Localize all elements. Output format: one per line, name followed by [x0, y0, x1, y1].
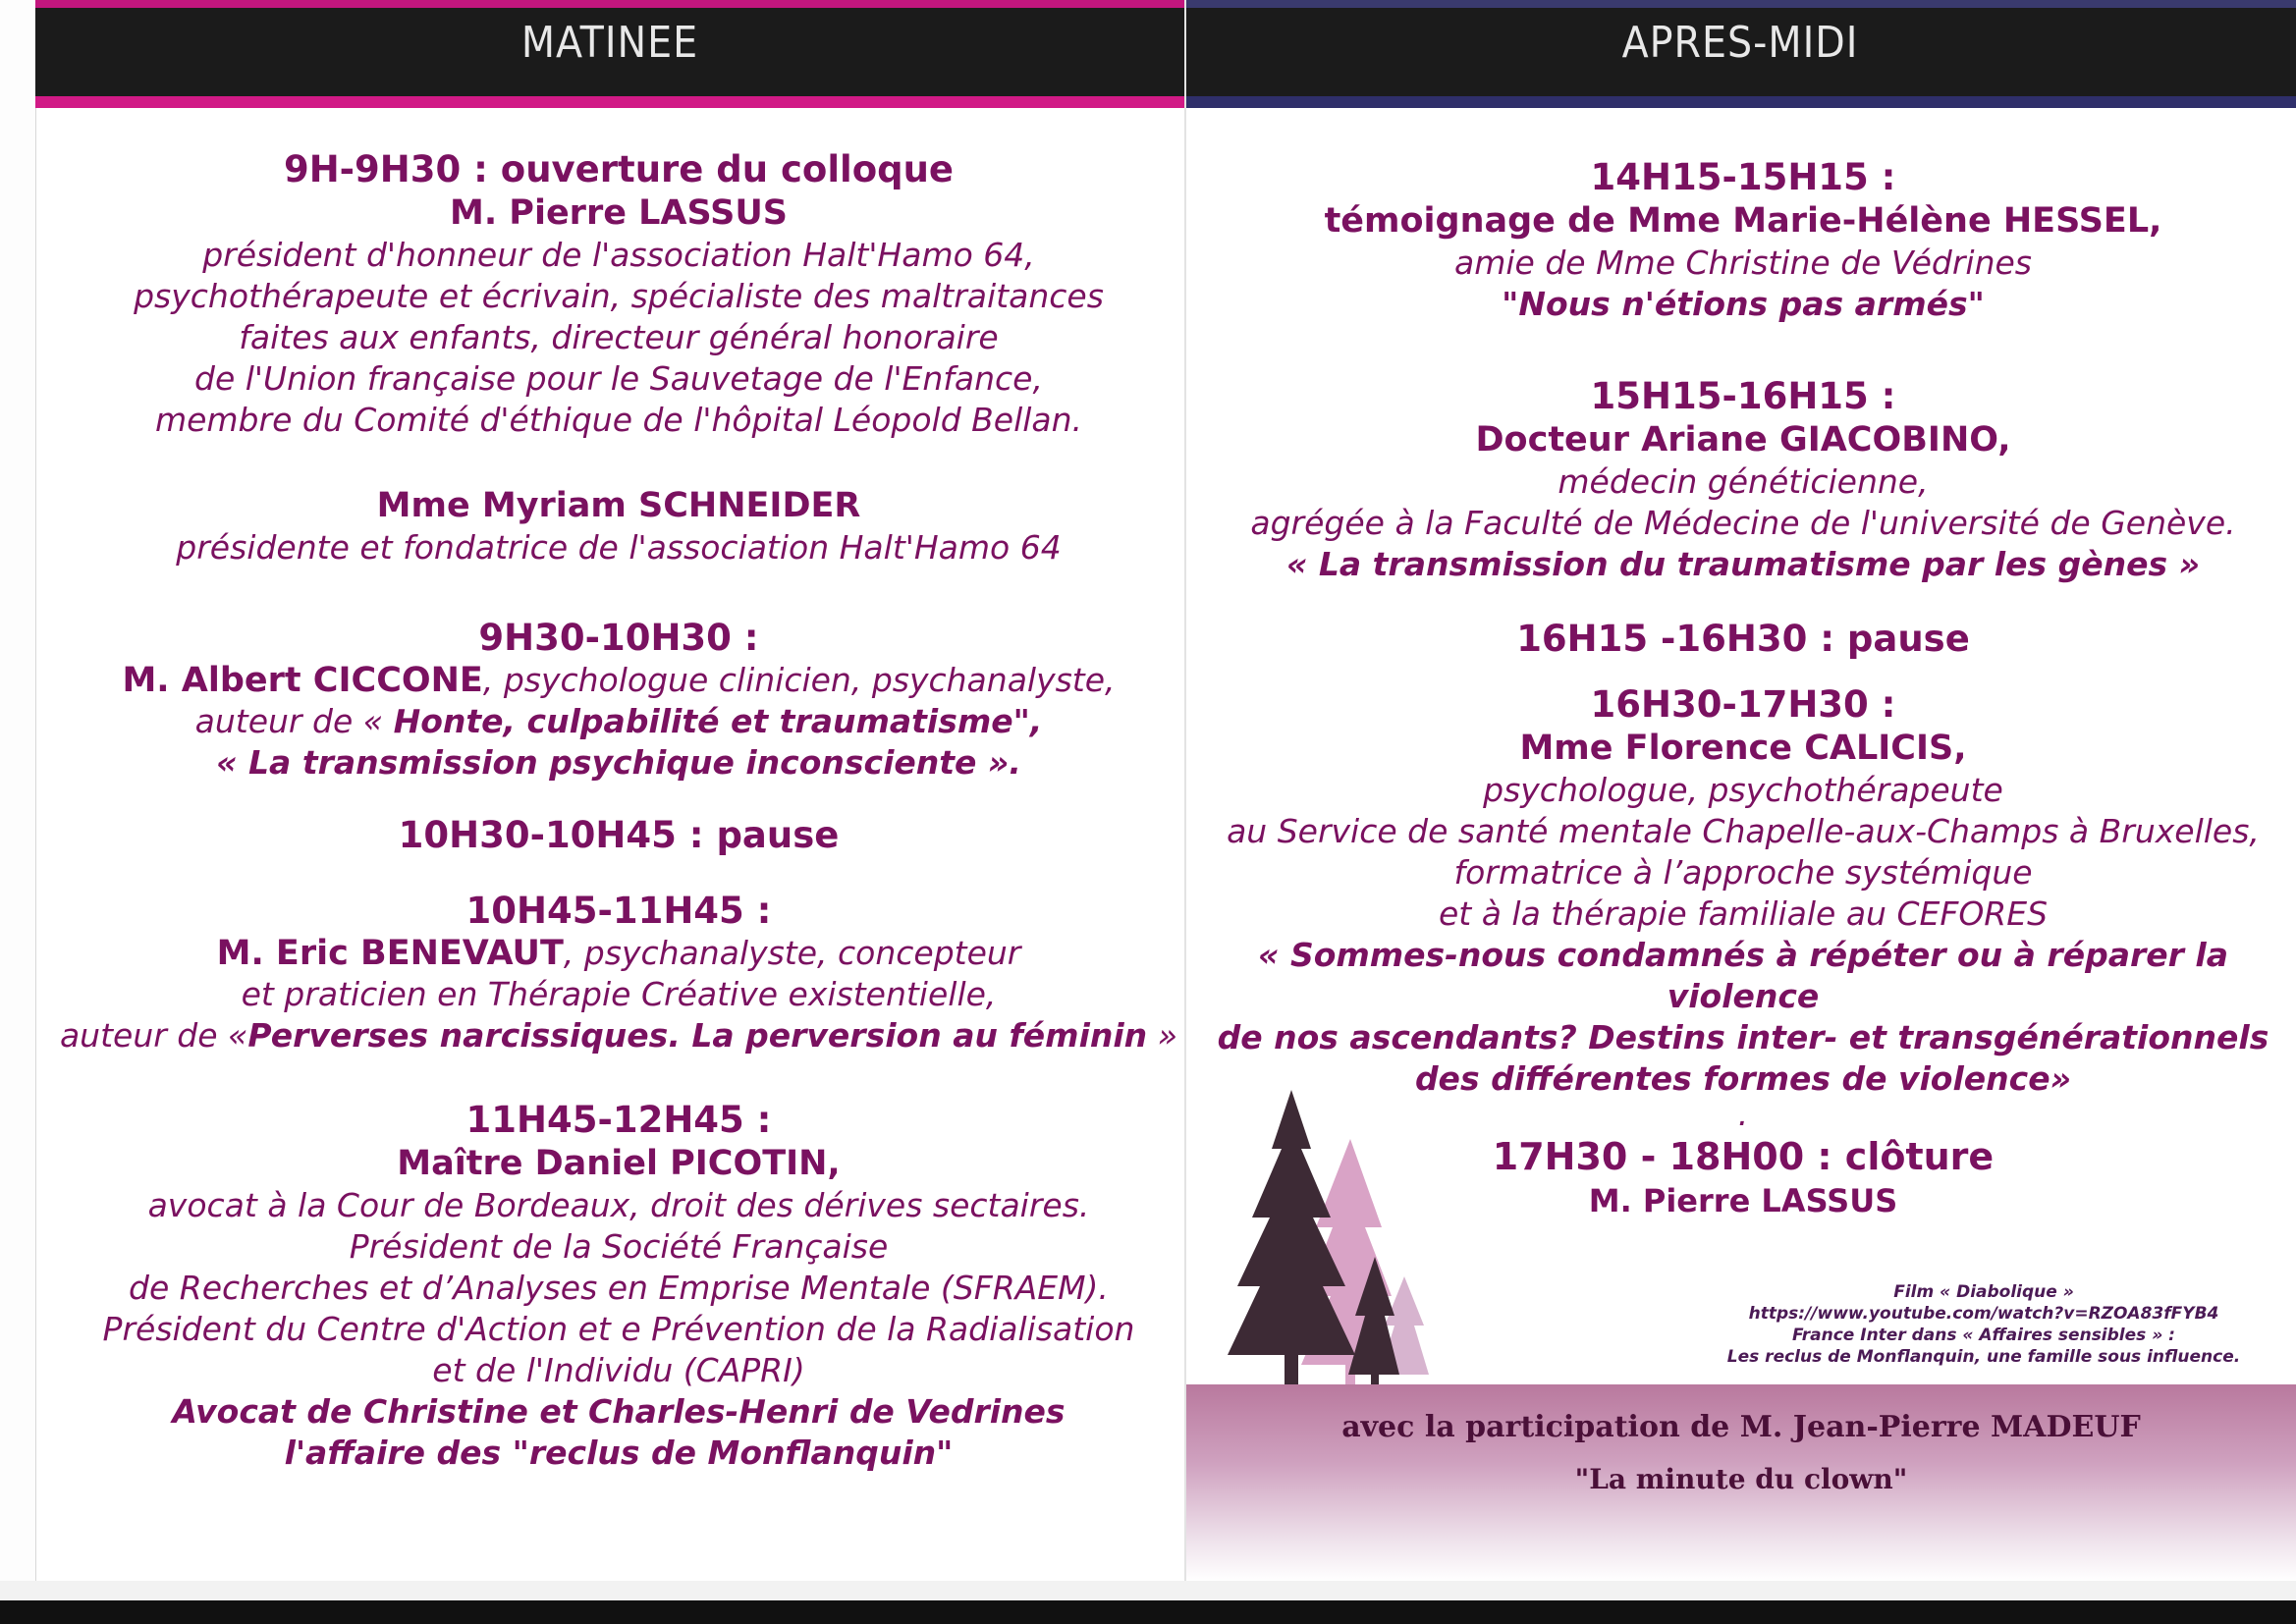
speaker-desc: président d'honneur de l'association Halt'Hamo 64,	[202, 236, 1035, 274]
speaker-desc: au Service de santé mentale Chapelle-aux-Champs à Bruxelles,	[1227, 812, 2260, 850]
talk-title: "Nous n'étions pas armés"	[1502, 285, 1985, 323]
speaker-desc: de l'Union française pour le Sauvetage de l'Enfance,	[194, 359, 1043, 398]
trees-illustration	[1223, 1080, 1439, 1394]
session-pause	[59, 813, 1178, 857]
matinee-column	[59, 147, 1178, 1519]
speaker-name: Maître Daniel PICOTIN,	[397, 1144, 841, 1183]
session-benevaut	[59, 889, 1178, 1056]
speaker-name: Docteur Ariane GIACOBINO,	[1475, 420, 2011, 460]
session-time: 10H45-11H45 :	[465, 890, 772, 932]
speaker-desc	[59, 701, 1178, 742]
speaker-desc: membre du Comité d'éthique de l'hôpital Léopold Bellan.	[154, 401, 1083, 439]
speaker-desc: Président du Centre d'Action et e Prévention de la Radialisation	[102, 1310, 1135, 1348]
speaker-desc: et de l'Individu (CAPRI)	[432, 1351, 805, 1389]
session-giacobino	[1208, 374, 2278, 585]
book-title: « La transmission psychique inconsciente ».	[216, 743, 1021, 782]
speaker-name: M. Albert CICCONE	[122, 661, 483, 700]
book-title: Perverses narcissiques. La perversion au féminin	[247, 1016, 1148, 1055]
book-suffix: »	[1147, 1016, 1178, 1055]
speaker-desc: et à la thérapie familiale au CEFORES	[1438, 894, 2049, 933]
radio-show: France Inter dans « Affaires sensibles » :	[1792, 1326, 2175, 1345]
speaker-desc: l'affaire des "reclus de Monflanquin"	[284, 1434, 954, 1472]
speaker-desc: faites aux enfants, directeur général honoraire	[239, 318, 999, 356]
page-edge	[0, 0, 36, 1624]
session-time: 17H30 - 18H00 : clôture	[1492, 1135, 1995, 1178]
speaker-desc: avocat à la Cour de Bordeaux, droit des dérives sectaires.	[147, 1186, 1090, 1224]
session-calicis	[1208, 682, 2278, 1133]
page-fold	[1184, 0, 1186, 1591]
separator-dot: .	[1737, 1095, 1749, 1133]
speaker-desc: psychologue, psychothérapeute	[1483, 771, 2003, 809]
talk-title: de nos ascendants? Destins inter- et transgénérationnels	[1217, 1018, 2269, 1056]
banner-participation: avec la participation de M. Jean-Pierre MADEUF	[1341, 1410, 2141, 1444]
session-time: 9H30-10H30 :	[478, 617, 759, 659]
book-prefix: auteur de «	[59, 1016, 248, 1055]
film-link[interactable]: https://www.youtube.com/watch?v=RZOA83fFYB4	[1748, 1304, 2219, 1324]
talk-title: des différentes formes de violence»	[1414, 1059, 2072, 1098]
session-time: 10H30-10H45 : pause	[398, 814, 840, 856]
header-bottom-stripe	[35, 96, 1184, 108]
header-apresmidi	[1184, 0, 2296, 108]
session-time: 15H15-16H15 :	[1590, 375, 1896, 417]
header-bottom-stripe	[1184, 96, 2296, 108]
speaker-desc: agrégée à la Faculté de Médecine de l'université de Genève.	[1250, 504, 2236, 542]
session-picotin	[59, 1098, 1178, 1474]
session-pause	[1208, 617, 2278, 661]
speaker-name: M. Pierre LASSUS	[449, 193, 788, 233]
speaker-desc: amie de Mme Christine de Védrines	[1454, 244, 2032, 282]
speaker-desc: Avocat de Christine et Charles-Henri de Vedrines	[172, 1392, 1066, 1431]
speaker-name: Mme Myriam SCHNEIDER	[376, 486, 861, 525]
book-title: Honte, culpabilité et traumatisme",	[393, 702, 1043, 740]
speaker-name: M. Eric BENEVAUT	[216, 934, 564, 973]
session-schneider	[59, 484, 1178, 568]
speaker-desc: et praticien en Thérapie Créative existentielle,	[241, 975, 997, 1013]
film-title: Film « Diabolique »	[1893, 1282, 2074, 1302]
talk-title: « La transmission du traumatisme par les gènes »	[1285, 545, 2201, 583]
speaker-desc: médecin généticienne,	[1558, 462, 1929, 501]
session-time: 16H30-17H30 :	[1590, 683, 1896, 726]
session-time: 16H15 -16H30 : pause	[1516, 618, 1970, 660]
speaker-desc	[59, 1015, 1178, 1056]
header-top-stripe	[35, 0, 1184, 8]
speaker-role: , psychanalyste, concepteur	[563, 934, 1021, 972]
session-opening	[59, 147, 1178, 441]
radio-episode: Les reclus de Monflanquin, une famille sous influence.	[1726, 1347, 2241, 1367]
speaker-desc: de Recherches et d’Analyses en Emprise Mentale (SFRAEM).	[129, 1269, 1109, 1307]
session-time: 9H-9H30 : ouverture du colloque	[283, 148, 955, 190]
speaker-desc: formatrice à l’approche systémique	[1453, 853, 2033, 892]
header-title-matinee: MATINEE	[520, 18, 699, 68]
banner-subtitle: "La minute du clown"	[1574, 1463, 1908, 1495]
session-hessel	[1208, 155, 2278, 325]
film-credits	[1709, 1281, 2259, 1368]
header-top-stripe	[1184, 0, 2296, 8]
speaker-name: Mme Florence CALICIS,	[1519, 729, 1967, 768]
session-time: 11H45-12H45 :	[465, 1099, 772, 1141]
speaker-line	[59, 933, 1178, 974]
header-title-apresmidi: APRES-MIDI	[1621, 18, 1859, 68]
speaker-name: M. Pierre LASSUS	[1588, 1182, 1898, 1219]
talk-title: « Sommes-nous condamnés à répéter ou à réparer la violence	[1258, 936, 2228, 1015]
speaker-desc: psychothérapeute et écrivain, spécialiste des maltraitances	[134, 277, 1104, 315]
session-ciccone	[59, 616, 1178, 784]
speaker-line	[59, 660, 1178, 701]
book-prefix: auteur de «	[194, 702, 394, 740]
scan-bottom-strip	[0, 1600, 2296, 1624]
speaker-name: témoignage de Mme Marie-Hélène HESSEL,	[1324, 201, 2162, 241]
header-matinee	[35, 0, 1184, 108]
speaker-role: , psychologue clinicien, psychanalyste,	[482, 661, 1116, 699]
speaker-desc: présidente et fondatrice de l'association Halt'Hamo 64	[176, 528, 1062, 567]
participation-banner	[1186, 1384, 2296, 1581]
session-time: 14H15-15H15 :	[1590, 156, 1896, 198]
speaker-desc: Président de la Société Française	[349, 1227, 889, 1266]
